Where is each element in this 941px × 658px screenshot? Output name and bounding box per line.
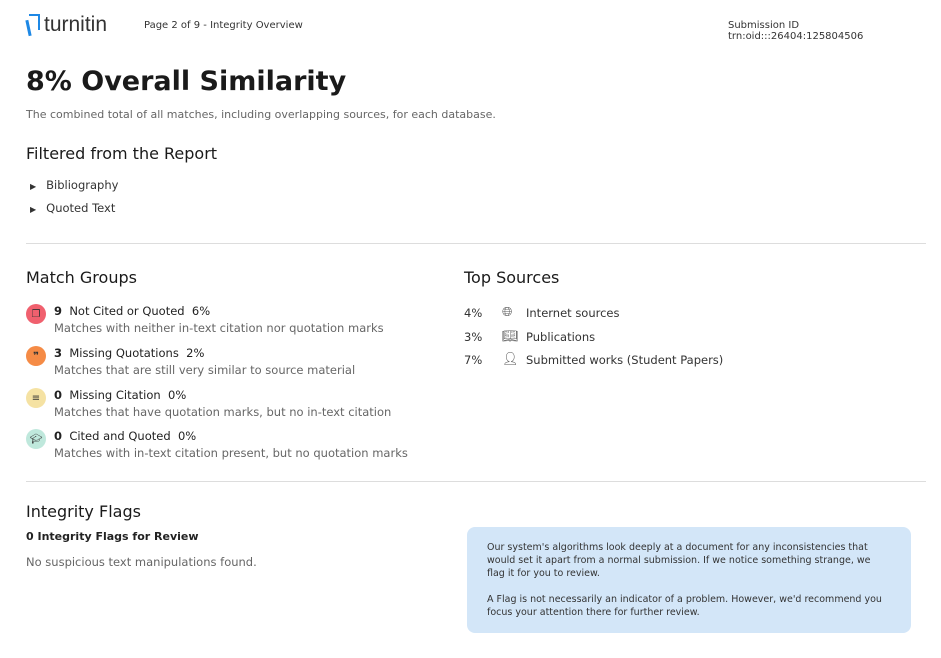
lines-icon: ≡ [26,388,46,408]
overall-similarity-title: 8% Overall Similarity [26,66,347,97]
filtered-title: Filtered from the Report [26,144,218,163]
match-group: ≡ 0 Missing Citation 0% Matches that have quotation marks, but no in-text citation [26,388,391,419]
match-group: 🎓︎ 0 Cited and Quoted 0% Matches with in-text citation present, but no quotation marks [26,429,408,460]
copy-icon: ❐ [26,304,46,324]
turnitin-logo: turnitin [26,12,107,38]
match-group: ❞ 3 Missing Quotations 2% Matches that are still very similar to source material [26,346,355,377]
graduation-cap-icon: 🎓︎ [26,429,46,449]
filtered-item: ▶ Quoted Text [30,201,116,215]
top-sources-title: Top Sources [464,268,560,287]
book-icon: 📖︎ [502,329,519,344]
source-row: 7% 👤︎ Submitted works (Student Papers) [464,352,724,367]
filtered-item: ▶ Bibliography [30,178,119,192]
triangle-icon: ▶ [30,205,37,214]
divider [26,481,926,482]
flag-count: 0 Integrity Flags for Review [26,530,199,543]
globe-icon: 🌐︎ [502,305,513,320]
quote-icon: ❞ [26,346,46,366]
integrity-flags-title: Integrity Flags [26,502,141,521]
triangle-icon: ▶ [30,182,37,191]
turnitin-logo-icon [26,12,40,38]
source-row: 4% 🌐︎ Internet sources [464,305,620,320]
divider [26,243,926,244]
submission-id: Submission ID trn:oid:::26404:125804506 [728,20,864,42]
match-group: ❐ 9 Not Cited or Quoted 6% Matches with neither in-text citation nor quotation marks [26,304,384,335]
match-groups-title: Match Groups [26,268,137,287]
flag-status: No suspicious text manipulations found. [26,555,257,569]
source-row: 3% 📖︎ Publications [464,329,596,344]
overall-subtitle: The combined total of all matches, including overlapping sources, for each database. [26,108,496,121]
page-indicator: Page 2 of 9 - Integrity Overview [144,20,303,31]
person-icon: 👤︎ [502,352,519,367]
info-box: Our system's algorithms look deeply at a document for any inconsistencies that would set it apart from a normal submission. If we notice something strange, we flag it for you to review. A Flag is not necessarily an indicator of a problem. However, we'd recommend you focus your attention there for further review. [467,527,911,633]
